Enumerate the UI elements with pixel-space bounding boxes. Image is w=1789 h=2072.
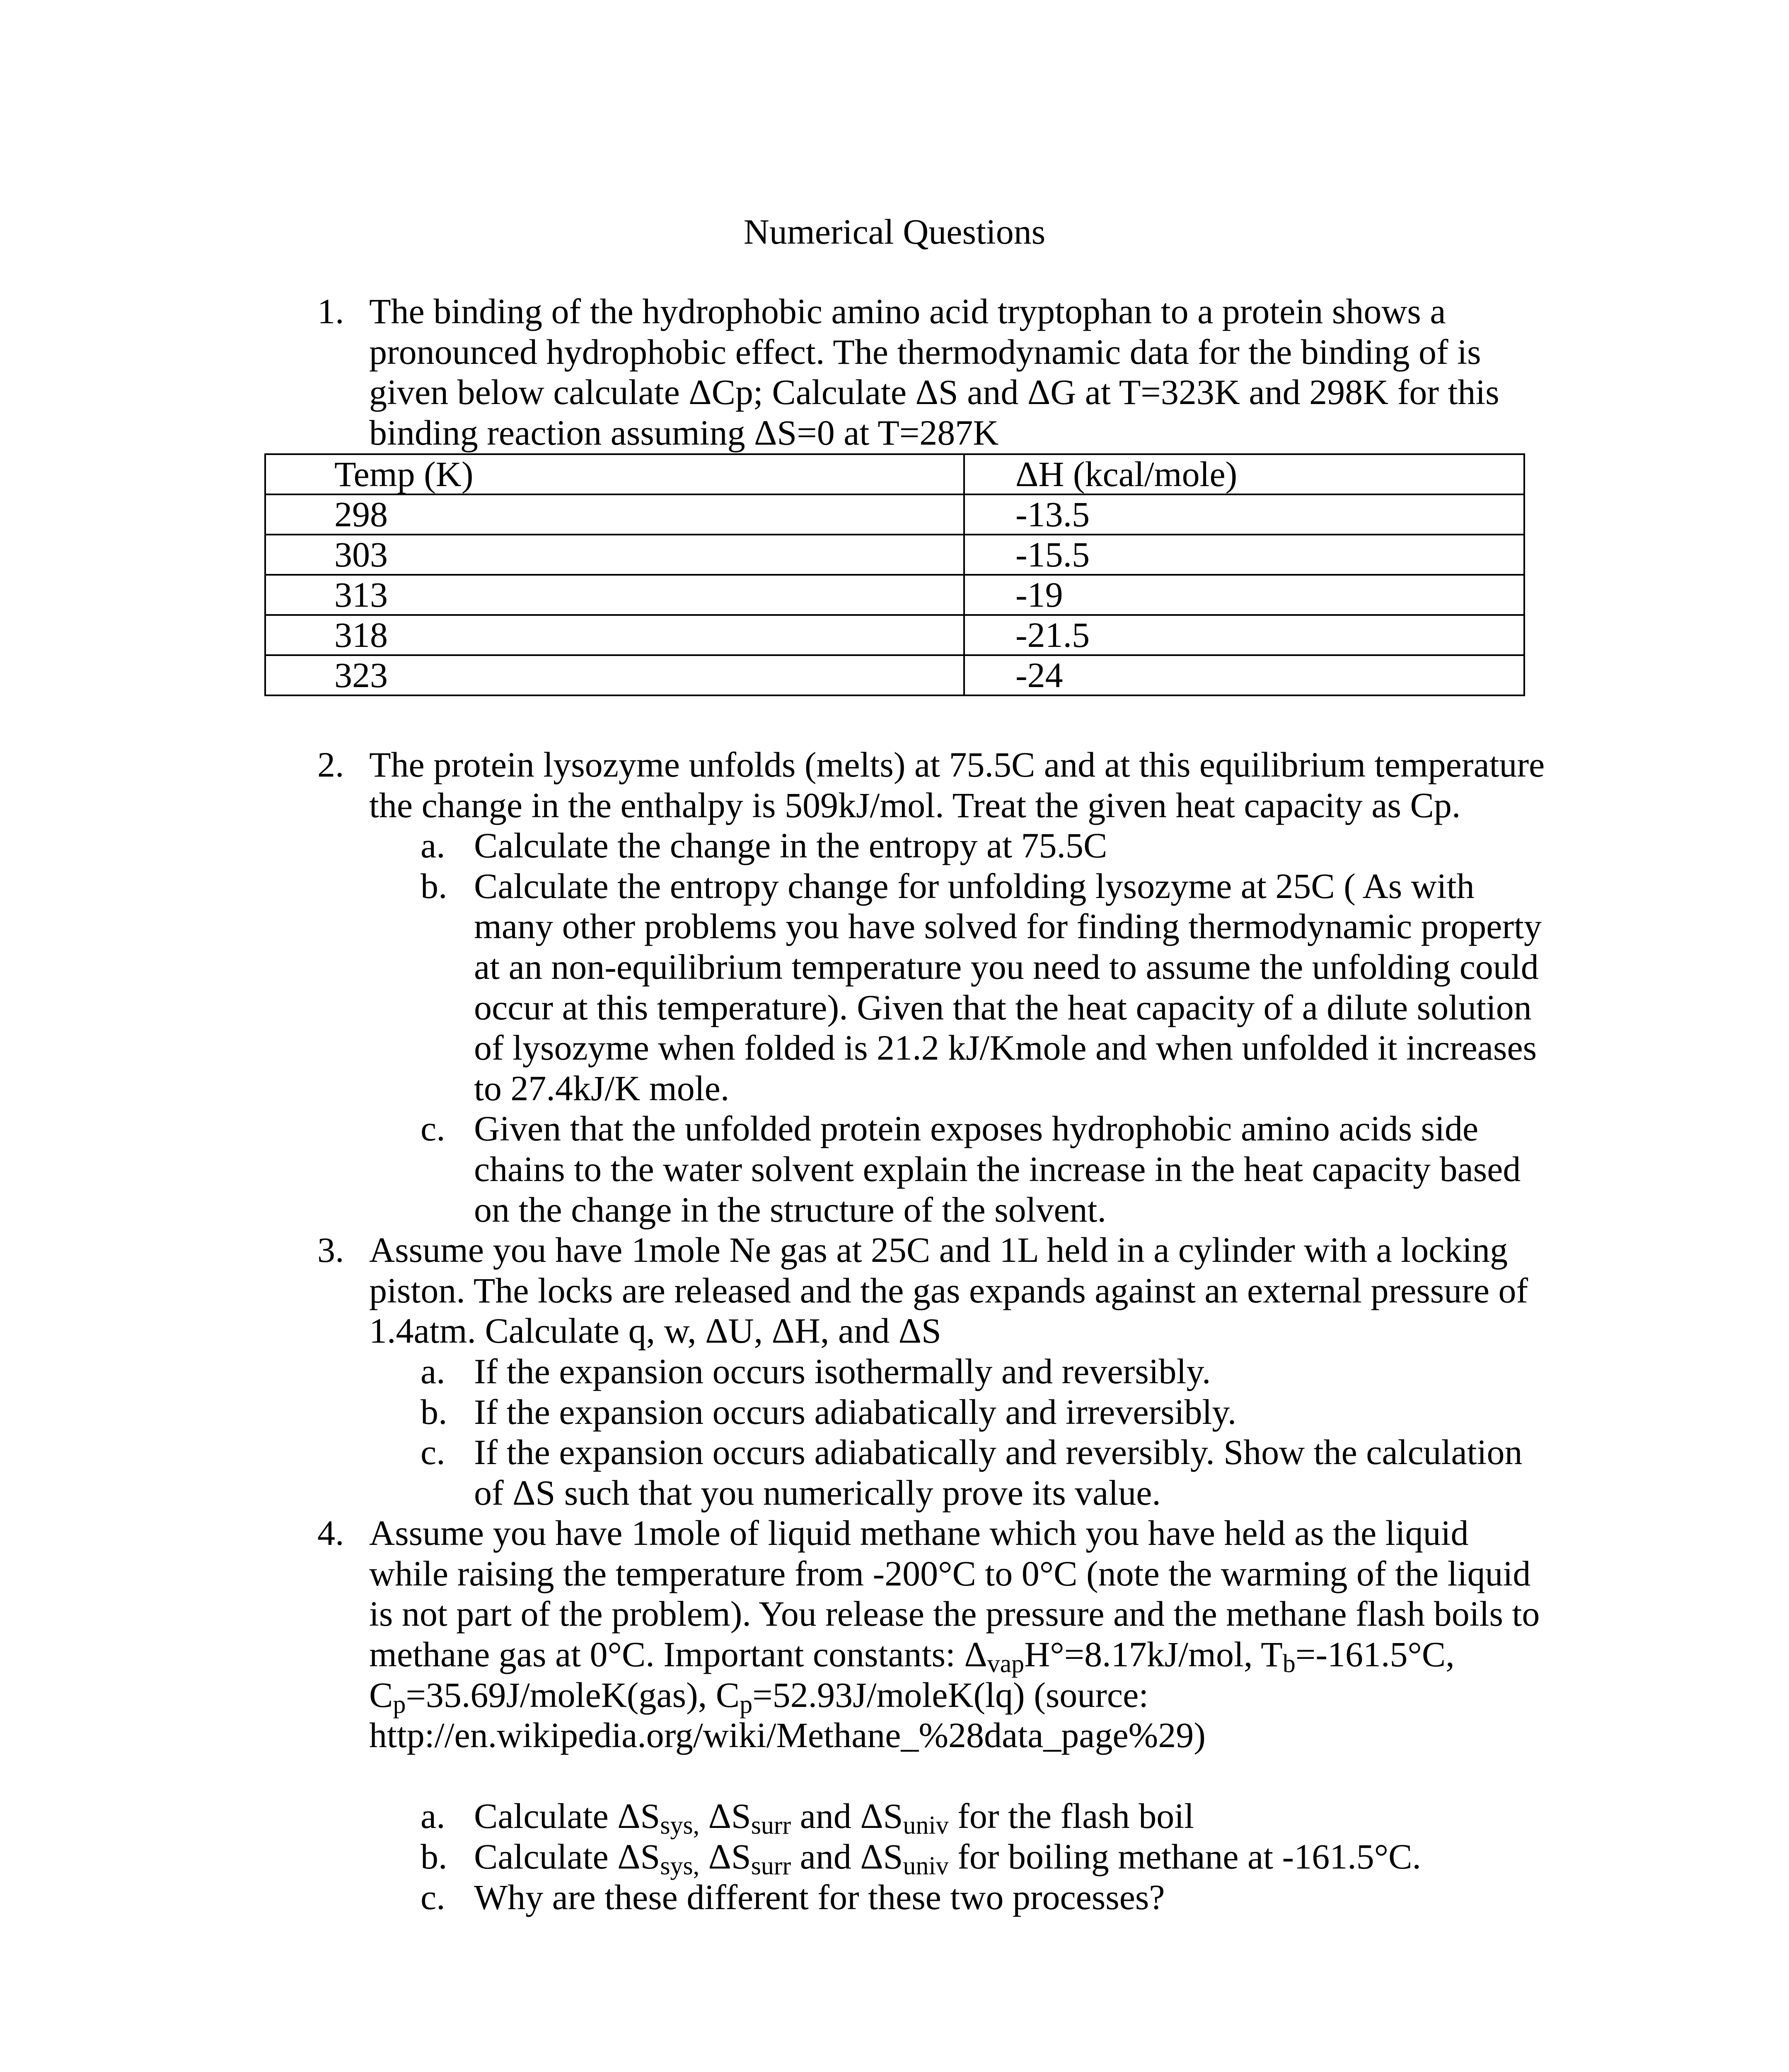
question-text: the change in the enthalpy is 509kJ/mol. Treat the given heat capacity as Cp. xyxy=(369,785,1461,825)
question-number: 3. xyxy=(317,1230,344,1270)
question-line xyxy=(0,1271,1789,1311)
question-line xyxy=(0,332,1789,373)
page-title: Numerical Questions xyxy=(743,212,1046,252)
subquestion-letter: c. xyxy=(421,1109,445,1149)
cell-temp: 323 xyxy=(265,655,964,695)
question-text: pronounced hydrophobic effect. The thermodynamic data for the binding of is xyxy=(369,332,1481,372)
cell-temp: 303 xyxy=(265,535,964,575)
question-text: Calculate the entropy change for unfolding lysozyme at 25C ( As with xyxy=(474,866,1475,906)
question-line xyxy=(0,1351,1789,1392)
question-line xyxy=(0,1594,1789,1634)
question-text: If the expansion occurs adiabatically and reversibly. Show the calculation xyxy=(474,1432,1523,1472)
subscript: b xyxy=(1282,1650,1296,1678)
question-line xyxy=(0,1311,1789,1351)
subscript: sys, xyxy=(660,1852,700,1881)
question-line xyxy=(0,1837,1789,1881)
cell-enthalpy: -15.5 xyxy=(964,535,1524,575)
table-row xyxy=(265,575,1524,615)
question-text: $C_p=35.69J/moleK(gas)$, $C_p=52.93J/moleK(lq)$ (source: xyxy=(369,1675,1149,1719)
subquestion-letter: a. xyxy=(421,825,445,866)
question-line xyxy=(0,1149,1789,1190)
subscript: p xyxy=(393,1690,406,1719)
subquestion-letter: c. xyxy=(421,1877,445,1917)
subscript: surr xyxy=(751,1852,791,1881)
cell-enthalpy: -21.5 xyxy=(964,615,1524,655)
subscript: univ xyxy=(903,1852,949,1881)
question-line xyxy=(0,1392,1789,1433)
header-temp: Temp (K) xyxy=(265,454,964,494)
question-line xyxy=(0,1756,1789,1796)
question-line xyxy=(0,1877,1789,1918)
question-text: methane gas at 0°C. Important constants: $\Delta_{vap}H^\circ=8.17kJ$/mol, $T_b=-161.5^\circ C$, xyxy=(369,1634,1455,1678)
question-line xyxy=(0,1190,1789,1230)
question-line xyxy=(0,1230,1789,1271)
enthalpy-table xyxy=(264,453,1525,696)
question-text: of lysozyme when folded is 21.2 kJ/Kmole and when unfolded it increases xyxy=(474,1028,1537,1068)
cell-temp: 298 xyxy=(265,494,964,535)
subscript: univ xyxy=(903,1811,949,1840)
question-text: binding reaction assuming ΔS=0 at T=287K xyxy=(369,412,999,453)
cell-enthalpy: -19 xyxy=(964,575,1524,615)
table-row xyxy=(265,535,1524,575)
question-number: 1. xyxy=(317,291,344,331)
question-text: 1.4atm. Calculate q, w, ΔU, ΔH, and ΔS xyxy=(369,1311,941,1351)
table-header-row xyxy=(265,454,1524,494)
question-line xyxy=(0,1473,1789,1513)
table-row xyxy=(265,655,1524,695)
question-text: piston. The locks are released and the gas expands against an external pressure of xyxy=(369,1270,1528,1310)
question-text: If the expansion occurs adiabatically and irreversibly. xyxy=(474,1392,1237,1432)
subquestion-letter: b. xyxy=(421,1837,447,1877)
question-line xyxy=(0,1028,1789,1068)
subscript: vap xyxy=(987,1650,1025,1678)
subscript: sys, xyxy=(660,1811,700,1840)
question-line xyxy=(0,291,1789,332)
question-text: given below calculate ΔCp; Calculate ΔS and ΔG at T=323K and 298K for this xyxy=(369,372,1499,412)
subquestion-letter: b. xyxy=(421,1392,447,1432)
question-text: The binding of the hydrophobic amino acid tryptophan to a protein shows a xyxy=(369,291,1446,331)
question-text: occur at this temperature). Given that the heat capacity of a dilute solution xyxy=(474,987,1532,1027)
subscript: p xyxy=(740,1690,753,1719)
question-line xyxy=(0,1109,1789,1149)
question-text: of ΔS such that you numerically prove its value. xyxy=(474,1472,1161,1513)
question-line xyxy=(0,1513,1789,1554)
question-number: 2. xyxy=(317,745,344,784)
question-line xyxy=(0,1554,1789,1594)
question-line xyxy=(0,1675,1789,1719)
question-text: Assume you have 1mole of liquid methane which you have held as the liquid xyxy=(369,1513,1469,1553)
cell-enthalpy: -24 xyxy=(964,655,1524,695)
question-line xyxy=(0,906,1789,947)
cell-temp: 318 xyxy=(265,615,964,655)
question-text: many other problems you have solved for finding thermodynamic property xyxy=(474,906,1542,946)
question-text: chains to the water solvent explain the increase in the heat capacity based xyxy=(474,1149,1521,1189)
question-text: to 27.4kJ/K mole. xyxy=(474,1068,730,1108)
question-text: on the change in the structure of the solvent. xyxy=(474,1189,1107,1230)
question-1 xyxy=(0,291,1789,453)
question-text: is not part of the problem). You release the pressure and the methane flash boils to xyxy=(369,1594,1540,1634)
question-line xyxy=(0,745,1789,785)
question-text: Calculate $\Delta S_{sys,}$ $\Delta S_{surr}$ and $\Delta S_{univ}$ for the flash boil xyxy=(474,1796,1194,1840)
question-line xyxy=(0,1634,1789,1678)
question-text: Assume you have 1mole Ne gas at 25C and 1L held in a cylinder with a locking xyxy=(369,1230,1508,1270)
questions-2-to-4 xyxy=(0,745,1789,1917)
question-line xyxy=(0,988,1789,1028)
question-line xyxy=(0,785,1789,826)
cell-enthalpy: -13.5 xyxy=(964,494,1524,535)
subscript: surr xyxy=(751,1811,791,1840)
question-text: Calculate the change in the entropy at 75.5C xyxy=(474,825,1107,866)
question-text: Why are these different for these two processes? xyxy=(474,1877,1165,1917)
cell-temp: 313 xyxy=(265,575,964,615)
question-number: 4. xyxy=(317,1513,344,1553)
question-line xyxy=(0,1432,1789,1473)
question-line xyxy=(0,1796,1789,1840)
question-text: http://en.wikipedia.org/wiki/Methane_%28data_page%29) xyxy=(369,1715,1206,1755)
subquestion-letter: c. xyxy=(421,1432,445,1472)
question-text: The protein lysozyme unfolds (melts) at 75.5C and at this equilibrium temperature xyxy=(369,745,1545,784)
question-text: at an non-equilibrium temperature you need to assume the unfolding could xyxy=(474,946,1539,987)
question-line xyxy=(0,1715,1789,1756)
subquestion-letter: a. xyxy=(421,1796,445,1836)
question-text: Given that the unfolded protein exposes hydrophobic amino acids side xyxy=(474,1109,1479,1149)
header-enthalpy: ΔH (kcal/mole) xyxy=(964,454,1524,494)
table-row xyxy=(265,494,1524,535)
question-line xyxy=(0,866,1789,907)
question-text: If the expansion occurs isothermally and reversibly. xyxy=(474,1351,1211,1391)
question-line xyxy=(0,947,1789,988)
question-line xyxy=(0,825,1789,866)
question-text: while raising the temperature from -200°C to 0°C (note the warming of the liquid xyxy=(369,1553,1531,1593)
question-line xyxy=(0,413,1789,453)
question-text: Calculate $\Delta S_{sys,}$ $\Delta S_{surr}$ and $\Delta S_{univ}$ for boiling methane at -161.5°C. xyxy=(474,1837,1421,1881)
subquestion-letter: b. xyxy=(421,866,447,906)
question-line xyxy=(0,372,1789,413)
table-row xyxy=(265,615,1524,655)
question-line xyxy=(0,1068,1789,1109)
subquestion-letter: a. xyxy=(421,1351,445,1391)
